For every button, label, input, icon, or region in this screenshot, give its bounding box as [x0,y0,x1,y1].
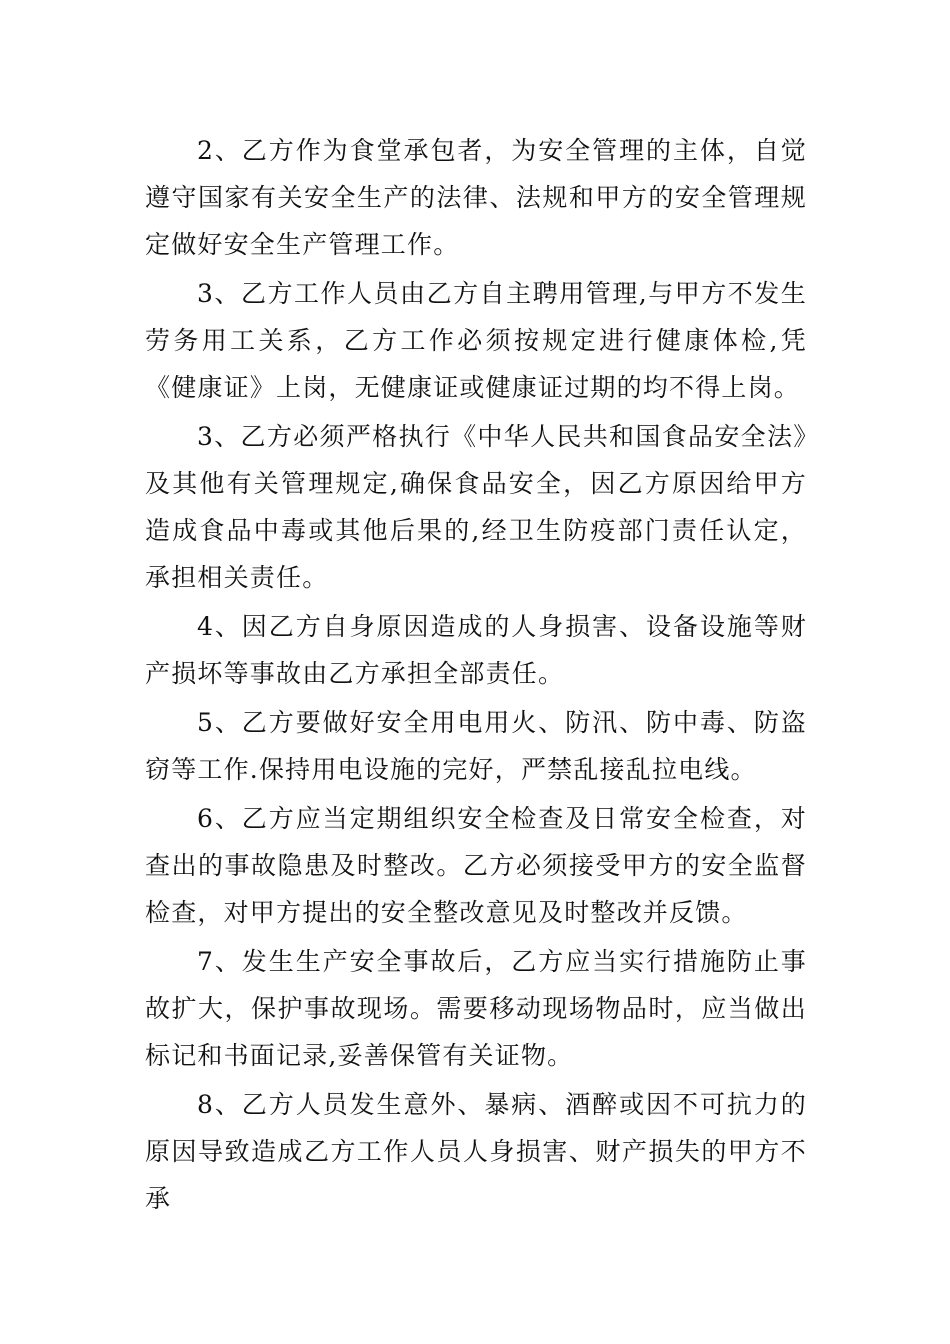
document-body [145,127,807,1224]
clause-paragraph: 3、乙方必须严格执行《中华人民共和国食品安全法》及其他有关管理规定,确保食品安全，因乙方原因给甲方造成食品中毒或其他后果的,经卫生防疫部门责任认定，承担相关责任。 [145,422,807,592]
clause-paragraph: 5、乙方要做好安全用电用火、防汛、防中毒、防盗窃等工作.保持用电设施的完好，严禁乱接乱拉电线。 [145,708,807,784]
clause-paragraph: 7、发生生产安全事故后，乙方应当实行措施防止事故扩大，保护事故现场。需要移动现场物品时，应当做出标记和书面记录,妥善保管有关证物。 [145,947,807,1070]
clause-paragraph: 2、乙方作为食堂承包者，为安全管理的主体，自觉遵守国家有关安全生产的法律、法规和甲方的安全管理规定做好安全生产管理工作。 [145,136,807,259]
clause-paragraph: 4、因乙方自身原因造成的人身损害、设备设施等财产损坏等事故由乙方承担全部责任。 [145,612,807,688]
clause-paragraph: 3、乙方工作人员由乙方自主聘用管理,与甲方不发生劳务用工关系，乙方工作必须按规定进行健康体检,凭《健康证》上岗，无健康证或健康证过期的均不得上岗。 [145,279,807,402]
clause-paragraph: 8、乙方人员发生意外、暴病、酒醉或因不可抗力的原因导致造成乙方工作人员人身损害、财产损失的甲方不承 [145,1090,807,1213]
clause-paragraph: 6、乙方应当定期组织安全检查及日常安全检查，对查出的事故隐患及时整改。乙方必须接受甲方的安全监督检查，对甲方提出的安全整改意见及时整改并反馈。 [145,804,807,927]
